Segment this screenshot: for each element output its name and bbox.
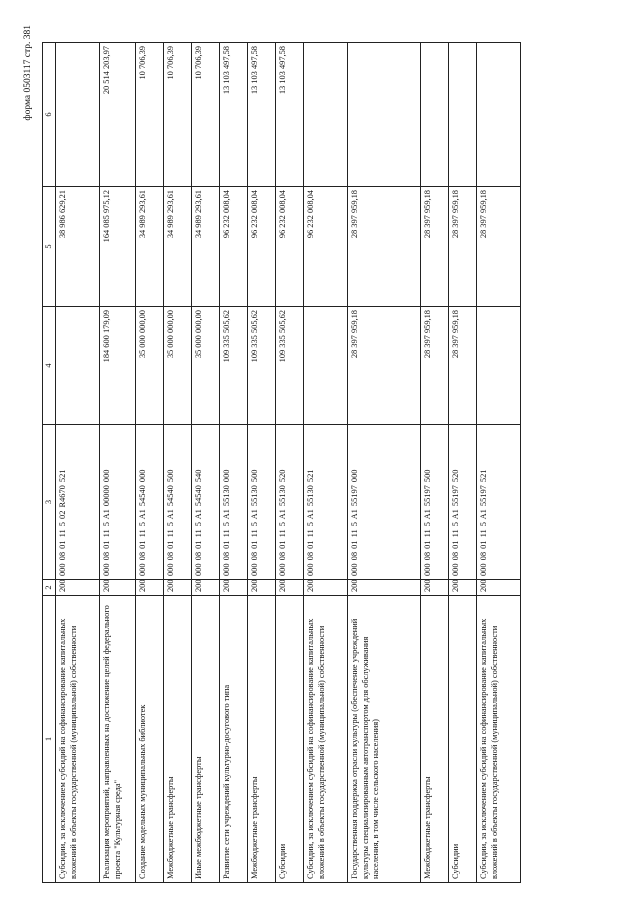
- row-approved: 35 000 000,00: [192, 307, 220, 425]
- row-approved: [304, 307, 348, 425]
- row-executed: 38 986 629,21: [56, 187, 100, 307]
- row-unexecuted: 10 706,39: [164, 43, 192, 187]
- row-name: Межбюджетные трансферты: [421, 596, 449, 883]
- row-budget-code: 000 08 01 11 5 A1 55197 521: [477, 425, 521, 580]
- row-unexecuted: [56, 43, 100, 187]
- header-col-6: 6: [43, 43, 56, 187]
- form-label: форма 0503117 стр. 381: [23, 25, 33, 121]
- budget-table: [42, 42, 521, 883]
- row-executed: 28 397 959,18: [421, 187, 449, 307]
- row-unexecuted: [304, 43, 348, 187]
- row-line-code: 200: [136, 580, 164, 596]
- row-line-code: 200: [276, 580, 304, 596]
- row-line-code: 200: [220, 580, 248, 596]
- row-unexecuted: 13 103 497,58: [220, 43, 248, 187]
- row-approved: 109 335 505,62: [248, 307, 276, 425]
- row-executed: 96 232 008,04: [276, 187, 304, 307]
- row-name: Субсидии: [276, 596, 304, 883]
- header-col-3: 3: [43, 425, 56, 580]
- row-approved: 28 397 959,18: [421, 307, 449, 425]
- header-col-1: 1: [43, 596, 56, 883]
- row-name: Субсидии: [449, 596, 477, 883]
- row-approved: [477, 307, 521, 425]
- row-name: Создание модельных муниципальных библиотек: [136, 596, 164, 883]
- row-name: Иные межбюджетные трансферты: [192, 596, 220, 883]
- row-unexecuted: 10 706,39: [192, 43, 220, 187]
- table-row: [449, 43, 477, 883]
- row-name: Межбюджетные трансферты: [248, 596, 276, 883]
- row-executed: 28 397 959,18: [449, 187, 477, 307]
- row-budget-code: 000 08 01 11 5 A1 55130 520: [276, 425, 304, 580]
- row-executed: 28 397 959,18: [348, 187, 421, 307]
- table-row: [421, 43, 449, 883]
- row-name: Субсидии, за исключением субсидий на софинансирование капитальных вложений в объекты государственной (муниципальной) собственности: [56, 596, 100, 883]
- row-unexecuted: [449, 43, 477, 187]
- header-col-2: 2: [43, 580, 56, 596]
- table-row: [477, 43, 521, 883]
- row-line-code: 200: [192, 580, 220, 596]
- row-name: Субсидии, за исключением субсидий на софинансирование капитальных вложений в объекты государственной (муниципальной) собственности: [477, 596, 521, 883]
- row-budget-code: 000 08 01 11 5 A1 54540 000: [136, 425, 164, 580]
- row-budget-code: 000 08 01 11 5 A1 55197 000: [348, 425, 421, 580]
- row-budget-code: 000 08 01 11 5 A1 00000 000: [100, 425, 136, 580]
- row-executed: 96 232 008,04: [248, 187, 276, 307]
- row-unexecuted: 13 103 497,58: [248, 43, 276, 187]
- row-executed: 28 397 959,18: [477, 187, 521, 307]
- row-unexecuted: [421, 43, 449, 187]
- row-name: Реализация мероприятий, направленных на достижение целей федерального проекта "Культурная среда": [100, 596, 136, 883]
- row-executed: 96 232 008,04: [304, 187, 348, 307]
- row-line-code: 200: [421, 580, 449, 596]
- table-row: [164, 43, 192, 883]
- row-name: Субсидии, за исключением субсидий на софинансирование капитальных вложений в объекты государственной (муниципальной) собственности: [304, 596, 348, 883]
- table-body: [56, 43, 521, 883]
- row-line-code: 200: [304, 580, 348, 596]
- header-col-5: 5: [43, 187, 56, 307]
- table-row: [192, 43, 220, 883]
- row-name: Межбюджетные трансферты: [164, 596, 192, 883]
- table-row: [304, 43, 348, 883]
- row-approved: 184 600 179,09: [100, 307, 136, 425]
- row-executed: 164 085 975,12: [100, 187, 136, 307]
- row-budget-code: 000 08 01 11 5 A1 55197 500: [421, 425, 449, 580]
- header-row: [43, 43, 56, 883]
- row-unexecuted: 13 103 497,58: [276, 43, 304, 187]
- row-approved: 28 397 959,18: [348, 307, 421, 425]
- table-row: [220, 43, 248, 883]
- row-budget-code: 000 08 01 11 5 A1 54540 500: [164, 425, 192, 580]
- row-line-code: 200: [164, 580, 192, 596]
- row-approved: 28 397 959,18: [449, 307, 477, 425]
- row-approved: 35 000 000,00: [164, 307, 192, 425]
- table-row: [136, 43, 164, 883]
- row-approved: 109 335 505,62: [276, 307, 304, 425]
- row-budget-code: 000 08 01 11 5 A1 55130 000: [220, 425, 248, 580]
- row-line-code: 200: [477, 580, 521, 596]
- row-line-code: 200: [248, 580, 276, 596]
- row-approved: 35 000 000,00: [136, 307, 164, 425]
- table-row: [100, 43, 136, 883]
- header-col-4: 4: [43, 307, 56, 425]
- table-row: [276, 43, 304, 883]
- row-budget-code: 000 08 01 11 5 A1 55130 500: [248, 425, 276, 580]
- row-executed: 34 989 293,61: [192, 187, 220, 307]
- row-unexecuted: 20 514 203,97: [100, 43, 136, 187]
- row-budget-code: 000 08 01 11 5 A1 55197 520: [449, 425, 477, 580]
- row-executed: 34 989 293,61: [136, 187, 164, 307]
- row-budget-code: 000 08 01 11 5 A1 54540 540: [192, 425, 220, 580]
- row-unexecuted: [477, 43, 521, 187]
- row-budget-code: 000 08 01 11 5 A1 55130 521: [304, 425, 348, 580]
- row-line-code: 200: [100, 580, 136, 596]
- row-executed: 96 232 008,04: [220, 187, 248, 307]
- row-unexecuted: [348, 43, 421, 187]
- row-approved: [56, 307, 100, 425]
- row-line-code: 200: [449, 580, 477, 596]
- row-name: Государственная поддержка отрасли культуры (обеспечение учреждений культуры специализированным автотранспортом для обслуживания населения, в том числе сельского населения): [348, 596, 421, 883]
- row-executed: 34 989 293,61: [164, 187, 192, 307]
- row-line-code: 200: [348, 580, 421, 596]
- table-row: [56, 43, 100, 883]
- row-unexecuted: 10 706,39: [136, 43, 164, 187]
- row-name: Развитие сети учреждений культурно-досугового типа: [220, 596, 248, 883]
- row-budget-code: 000 08 01 11 5 02 R4670 521: [56, 425, 100, 580]
- table-row: [248, 43, 276, 883]
- table-row: [348, 43, 421, 883]
- row-approved: 109 335 505,62: [220, 307, 248, 425]
- row-line-code: 200: [56, 580, 100, 596]
